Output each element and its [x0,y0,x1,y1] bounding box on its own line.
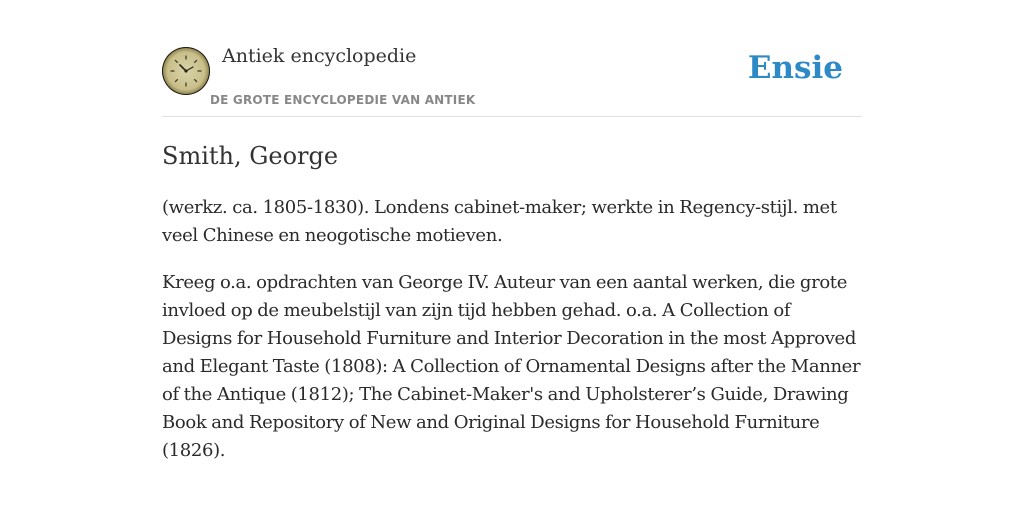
entry-paragraph: Kreeg o.a. opdrachten van George IV. Auteur van een aantal werken, die grote invloed op de meubelstijl van zijn tijd hebben gehad. o.a. A Collection of Designs for Household Furniture and Interior Decoration in the most Approved and Elegant Taste (1808): A Collection of Ornamental Designs after the Manner of the Antique (1812); The Cabinet-Maker's and Upholsterer’s Guide, Drawing Book and Repository of New and Original Designs for Household Furniture (1826). [162,272,861,461]
site-header [162,0,862,117]
clock-face-graphic [162,47,210,95]
antique-clock-icon[interactable] [162,47,210,95]
content-container [162,0,862,465]
site-title-link[interactable]: Antiek encyclopedie [222,45,417,67]
entry-title: Smith, George [162,142,339,170]
entry-paragraph: (werkz. ca. 1805-1830). Londens cabinet-maker; werkte in Regency-stijl. met veel Chinese en neogotische motieven. [162,197,837,246]
brand-logo-link[interactable]: Ensie [747,50,843,86]
site-subtitle: DE GROTE ENCYCLOPEDIE VAN ANTIEK [210,93,476,107]
